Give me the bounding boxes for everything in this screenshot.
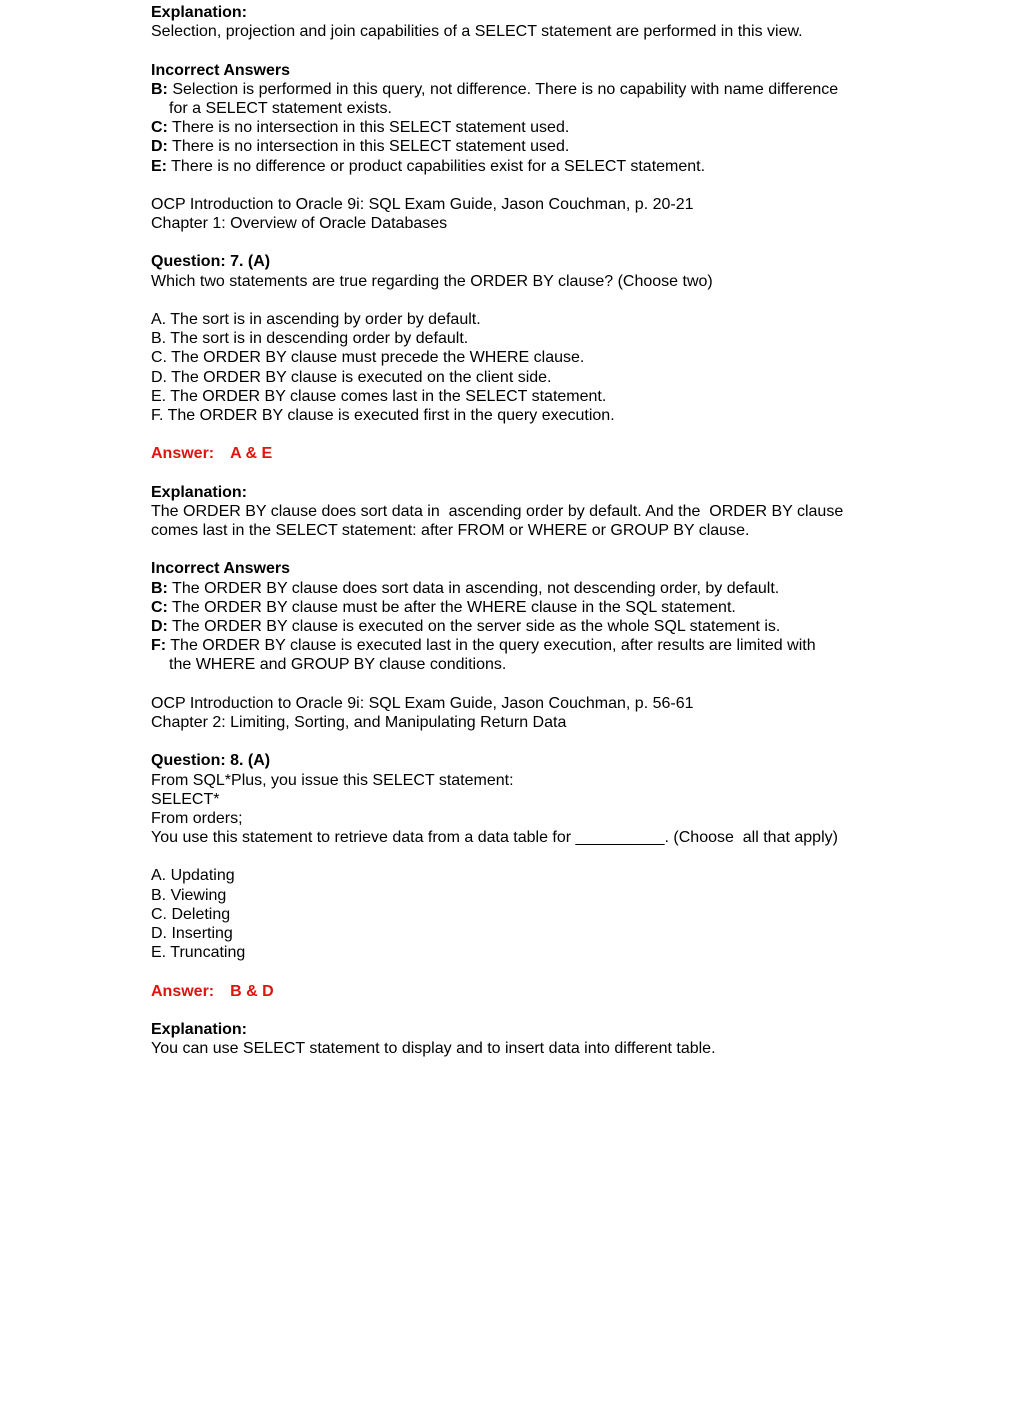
spacer bbox=[151, 962, 891, 981]
incorrect-answer-text: There is no difference or product capabilities exist for a SELECT statement. bbox=[167, 157, 706, 175]
answer-label: Answer: bbox=[151, 982, 215, 1000]
chapter-text: Chapter 2: Limiting, Sorting, and Manipulating Return Data bbox=[151, 713, 567, 731]
option-item: F. The ORDER BY clause is executed first in the query execution. bbox=[151, 406, 615, 424]
explanation-heading: Explanation: bbox=[151, 483, 248, 501]
spacer bbox=[151, 464, 891, 483]
incorrect-answer-item bbox=[151, 636, 891, 655]
spacer bbox=[151, 847, 891, 866]
explanation-heading: Explanation: bbox=[151, 4, 248, 21]
explanation-text: The ORDER BY clause does sort data in ascending order by default. And the ORDER BY clause bbox=[151, 502, 844, 520]
option-item: E. The ORDER BY clause comes last in the SELECT statement. bbox=[151, 387, 607, 405]
question-prompt: You use this statement to retrieve data from a data table for __________. (Choose all that apply) bbox=[151, 829, 838, 847]
reference-q6 bbox=[151, 195, 891, 233]
option-item: A. The sort is in ascending by order by default. bbox=[151, 311, 481, 328]
incorrect-answer-letter: C: bbox=[151, 119, 168, 137]
option-item: B. Viewing bbox=[151, 886, 227, 904]
incorrect-answer-item bbox=[151, 598, 891, 617]
option-item: E. Truncating bbox=[151, 944, 246, 962]
incorrect-answer-item bbox=[151, 137, 891, 156]
question-prompt: Which two statements are true regarding the ORDER BY clause? (Choose two) bbox=[151, 272, 713, 290]
spacer bbox=[151, 176, 891, 195]
explanation-text: Selection, projection and join capabilities of a SELECT statement are performed in this view. bbox=[151, 23, 803, 41]
spacer bbox=[151, 732, 891, 751]
incorrect-answer-item bbox=[151, 157, 891, 176]
reference-text: OCP Introduction to Oracle 9i: SQL Exam Guide, Jason Couchman, p. 56-61 bbox=[151, 694, 694, 712]
option-item: C. The ORDER BY clause must precede the WHERE clause. bbox=[151, 349, 585, 367]
chapter-text: Chapter 1: Overview of Oracle Databases bbox=[151, 215, 448, 233]
spacer bbox=[151, 233, 891, 252]
answer-value: B & D bbox=[230, 982, 274, 1000]
incorrect-answer-item bbox=[151, 617, 891, 636]
option-item: A. Updating bbox=[151, 867, 235, 885]
incorrect-answer-item bbox=[151, 579, 891, 598]
option-item: C. Deleting bbox=[151, 905, 231, 923]
spacer bbox=[151, 291, 891, 310]
spacer bbox=[151, 41, 891, 60]
incorrect-answer-text: The ORDER BY clause does sort data in ascending, not descending order, by default. bbox=[167, 579, 780, 597]
incorrect-answer-letter: C: bbox=[151, 598, 168, 616]
incorrect-answer-item bbox=[151, 118, 891, 137]
answer-value: A & E bbox=[230, 445, 273, 463]
incorrect-answer-text: There is no intersection in this SELECT statement used. bbox=[167, 138, 570, 156]
question-prompt: From SQL*Plus, you issue this SELECT statement: bbox=[151, 771, 514, 789]
incorrect-answer-text: There is no intersection in this SELECT statement used. bbox=[167, 119, 570, 137]
question-prompt: SELECT* bbox=[151, 790, 220, 808]
incorrect-answer-text: The ORDER BY clause is executed last in the query execution, after results are limited with bbox=[166, 637, 816, 655]
spacer bbox=[151, 1001, 891, 1020]
explanation-section-q6 bbox=[151, 3, 891, 41]
answer-line bbox=[151, 444, 891, 463]
incorrect-answer-text: The ORDER BY clause is executed on the server side as the whole SQL statement is. bbox=[167, 618, 781, 635]
spacer bbox=[151, 540, 891, 559]
question-8 bbox=[151, 751, 891, 1058]
incorrect-answer-letter: B: bbox=[151, 80, 168, 98]
incorrect-answer-text: The ORDER BY clause must be after the WHERE clause in the SQL statement. bbox=[167, 598, 736, 616]
incorrect-answer-item bbox=[151, 80, 891, 99]
incorrect-answers-q6 bbox=[151, 61, 891, 176]
incorrect-answer-continuation: for a SELECT statement exists. bbox=[169, 99, 392, 117]
spacer bbox=[151, 425, 891, 444]
question-heading: Question: 7. (A) bbox=[151, 253, 271, 271]
explanation-text: comes last in the SELECT statement: after FROM or WHERE or GROUP BY clause. bbox=[151, 522, 750, 540]
incorrect-answer-letter: D: bbox=[151, 138, 168, 156]
incorrect-answer-letter: D: bbox=[151, 618, 168, 635]
incorrect-answer-continuation: the WHERE and GROUP BY clause conditions. bbox=[169, 656, 507, 674]
incorrect-answer-letter: B: bbox=[151, 579, 168, 597]
incorrect-answer-text: Selection is performed in this query, not difference. There is no capability with name difference bbox=[167, 80, 839, 98]
answer-label: Answer: bbox=[151, 445, 215, 463]
incorrect-answers-heading: Incorrect Answers bbox=[151, 560, 291, 578]
question-heading: Question: 8. (A) bbox=[151, 752, 271, 770]
option-item: D. Inserting bbox=[151, 925, 233, 942]
reference-text: OCP Introduction to Oracle 9i: SQL Exam Guide, Jason Couchman, p. 20-21 bbox=[151, 195, 694, 213]
option-item: B. The sort is in descending order by default. bbox=[151, 330, 469, 348]
document-page bbox=[151, 3, 891, 1058]
incorrect-answers-heading: Incorrect Answers bbox=[151, 61, 291, 79]
answer-line bbox=[151, 982, 891, 1001]
question-7 bbox=[151, 252, 891, 732]
option-item: D. The ORDER BY clause is executed on the client side. bbox=[151, 368, 552, 386]
explanation-text: You can use SELECT statement to display and to insert data into different table. bbox=[151, 1040, 716, 1058]
incorrect-answer-letter: F: bbox=[151, 637, 167, 655]
incorrect-answer-letter: E: bbox=[151, 157, 167, 175]
spacer bbox=[151, 675, 891, 694]
explanation-heading: Explanation: bbox=[151, 1020, 248, 1038]
question-prompt: From orders; bbox=[151, 809, 243, 827]
